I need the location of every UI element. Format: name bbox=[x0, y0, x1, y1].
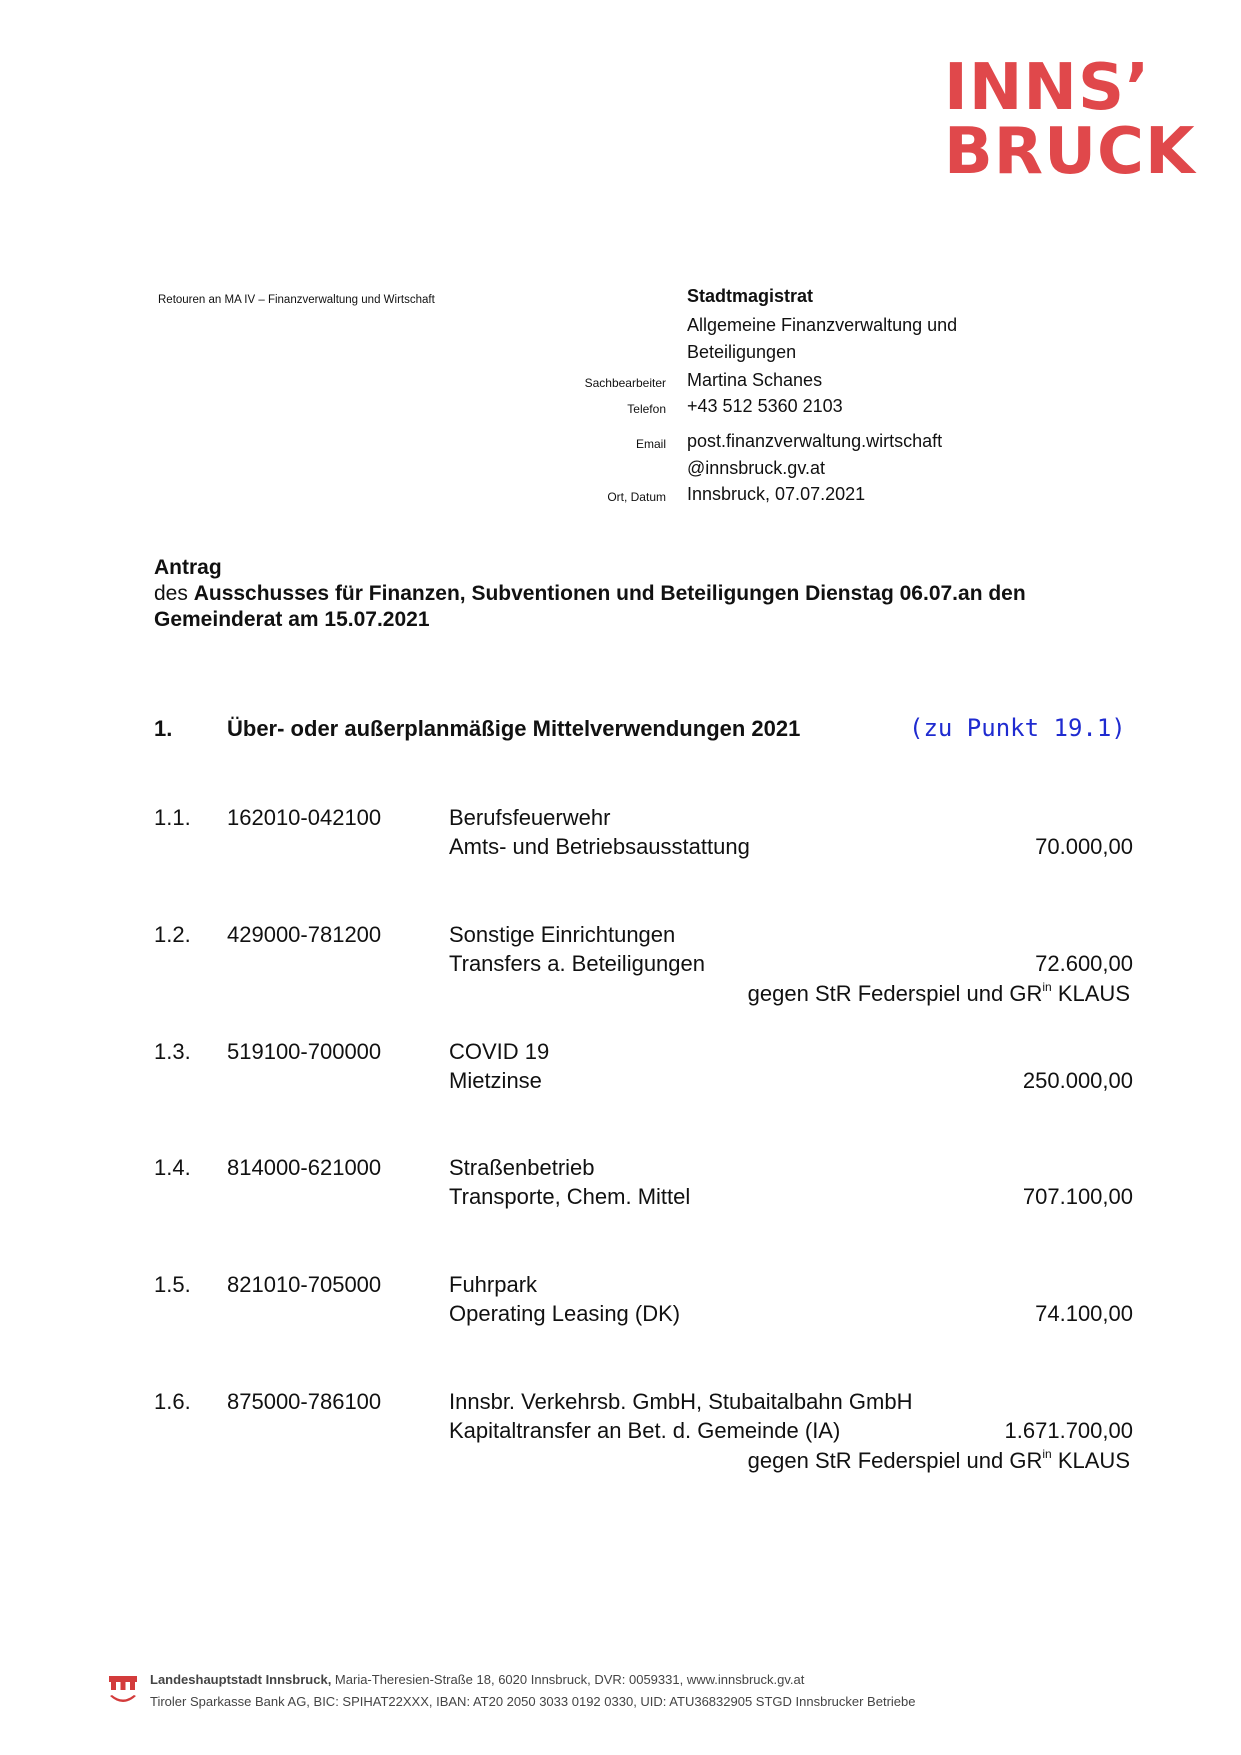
date-label: Ort, Datum bbox=[607, 490, 666, 504]
email-line-2: @innsbruck.gv.at bbox=[687, 458, 825, 478]
item-vote-note bbox=[748, 980, 1130, 1007]
footer-line-2: Tiroler Sparkasse Bank AG, BIC: SPIHAT22XXX, IBAN: AT20 2050 3033 0192 0330, UID: ATU36832905 STGD Innsbrucker Betriebe bbox=[150, 1694, 916, 1709]
vote-name: KLAUS bbox=[1051, 1448, 1130, 1473]
motion-line-2 bbox=[154, 581, 1026, 607]
budget-item bbox=[0, 1272, 1241, 1372]
footer-address: Maria-Theresien-Straße 18, 6020 Innsbruck, DVR: 0059331, www.innsbruck.gv.at bbox=[331, 1672, 805, 1687]
item-amount: 250.000,00 bbox=[1022, 1068, 1133, 1093]
motion-line-3: Gemeinderat am 15.07.2021 bbox=[154, 608, 430, 631]
item-account: 875000-786100 bbox=[227, 1389, 382, 1414]
motion-prefix: des bbox=[154, 582, 194, 605]
footer-line-1 bbox=[150, 1672, 804, 1687]
item-description: Mietzinse bbox=[449, 1068, 542, 1093]
item-number: 1.6. bbox=[154, 1389, 191, 1414]
footer-city: Landeshauptstadt Innsbruck, bbox=[150, 1672, 332, 1687]
section-number: 1. bbox=[154, 716, 173, 741]
item-number: 1.5. bbox=[154, 1272, 191, 1297]
vote-superscript: in bbox=[1042, 980, 1052, 994]
item-title: COVID 19 bbox=[449, 1039, 550, 1064]
innsbruck-logo bbox=[944, 51, 1204, 189]
budget-item bbox=[0, 805, 1241, 905]
item-number: 1.4. bbox=[154, 1155, 191, 1180]
item-account: 162010-042100 bbox=[227, 805, 382, 830]
phone-label: Telefon bbox=[627, 402, 666, 416]
motion-heading bbox=[154, 555, 1026, 633]
item-account: 429000-781200 bbox=[227, 922, 382, 947]
item-number: 1.3. bbox=[154, 1039, 191, 1064]
logo-line-1: INNS’ bbox=[944, 51, 1151, 125]
clerk-label: Sachbearbeiter bbox=[584, 376, 666, 390]
email-label: Email bbox=[635, 437, 666, 451]
item-amount: 74.100,00 bbox=[1035, 1301, 1133, 1326]
section-title: Über- oder außerplanmäßige Mittelverwendungen 2021 bbox=[227, 716, 801, 741]
city-crest-icon bbox=[108, 1674, 138, 1710]
item-account: 519100-700000 bbox=[227, 1039, 382, 1064]
email-line-1: post.finanzverwaltung.wirtschaft bbox=[687, 431, 943, 451]
budget-item bbox=[0, 1039, 1241, 1139]
item-description: Transfers a. Beteiligungen bbox=[449, 951, 705, 976]
vote-text: gegen StR Federspiel und GR bbox=[747, 981, 1043, 1006]
item-amount: 707.100,00 bbox=[1022, 1184, 1133, 1209]
sender-org: Stadtmagistrat bbox=[687, 286, 814, 306]
item-number: 1.2. bbox=[154, 922, 191, 947]
motion-committee: Ausschusses für Finanzen, Subventionen und Beteiligungen Dienstag 06.07.an den bbox=[193, 582, 1026, 605]
item-title: Fuhrpark bbox=[449, 1272, 538, 1297]
item-title: Innsbr. Verkehrsb. GmbH, Stubaitalbahn GmbH bbox=[449, 1389, 913, 1414]
item-account: 814000-621000 bbox=[227, 1155, 382, 1180]
phone-number: +43 512 5360 2103 bbox=[687, 396, 843, 416]
sender-dept-line-2: Beteiligungen bbox=[687, 342, 797, 362]
item-title: Sonstige Einrichtungen bbox=[449, 922, 676, 947]
vote-superscript: in bbox=[1042, 1447, 1052, 1461]
agenda-point-note: (zu Punkt 19.1) bbox=[909, 714, 1126, 742]
item-amount: 72.600,00 bbox=[1035, 951, 1133, 976]
item-vote-note bbox=[748, 1447, 1130, 1474]
vote-name: KLAUS bbox=[1051, 981, 1130, 1006]
item-description: Operating Leasing (DK) bbox=[449, 1301, 681, 1326]
logo-line-2: BRUCK bbox=[944, 115, 1196, 189]
return-address: Retouren an MA IV – Finanzverwaltung und Wirtschaft bbox=[158, 294, 435, 306]
motion-title: Antrag bbox=[154, 556, 222, 579]
item-title: Berufsfeuerwehr bbox=[449, 805, 611, 830]
item-description: Amts- und Betriebsausstattung bbox=[449, 834, 750, 859]
clerk-name: Martina Schanes bbox=[687, 370, 823, 390]
item-amount: 1.671.700,00 bbox=[1004, 1418, 1133, 1443]
budget-item bbox=[0, 1155, 1241, 1255]
item-number: 1.1. bbox=[154, 805, 191, 830]
budget-item bbox=[0, 1389, 1241, 1489]
vote-text: gegen StR Federspiel und GR bbox=[747, 1448, 1043, 1473]
sender-dept-line-1: Allgemeine Finanzverwaltung und bbox=[687, 315, 958, 335]
item-account: 821010-705000 bbox=[227, 1272, 382, 1297]
item-description: Transporte, Chem. Mittel bbox=[449, 1184, 691, 1209]
item-amount: 70.000,00 bbox=[1035, 834, 1133, 859]
budget-item bbox=[0, 922, 1241, 1022]
place-date: Innsbruck, 07.07.2021 bbox=[687, 484, 866, 504]
item-description: Kapitaltransfer an Bet. d. Gemeinde (IA) bbox=[449, 1418, 841, 1443]
item-title: Straßenbetrieb bbox=[449, 1155, 595, 1180]
